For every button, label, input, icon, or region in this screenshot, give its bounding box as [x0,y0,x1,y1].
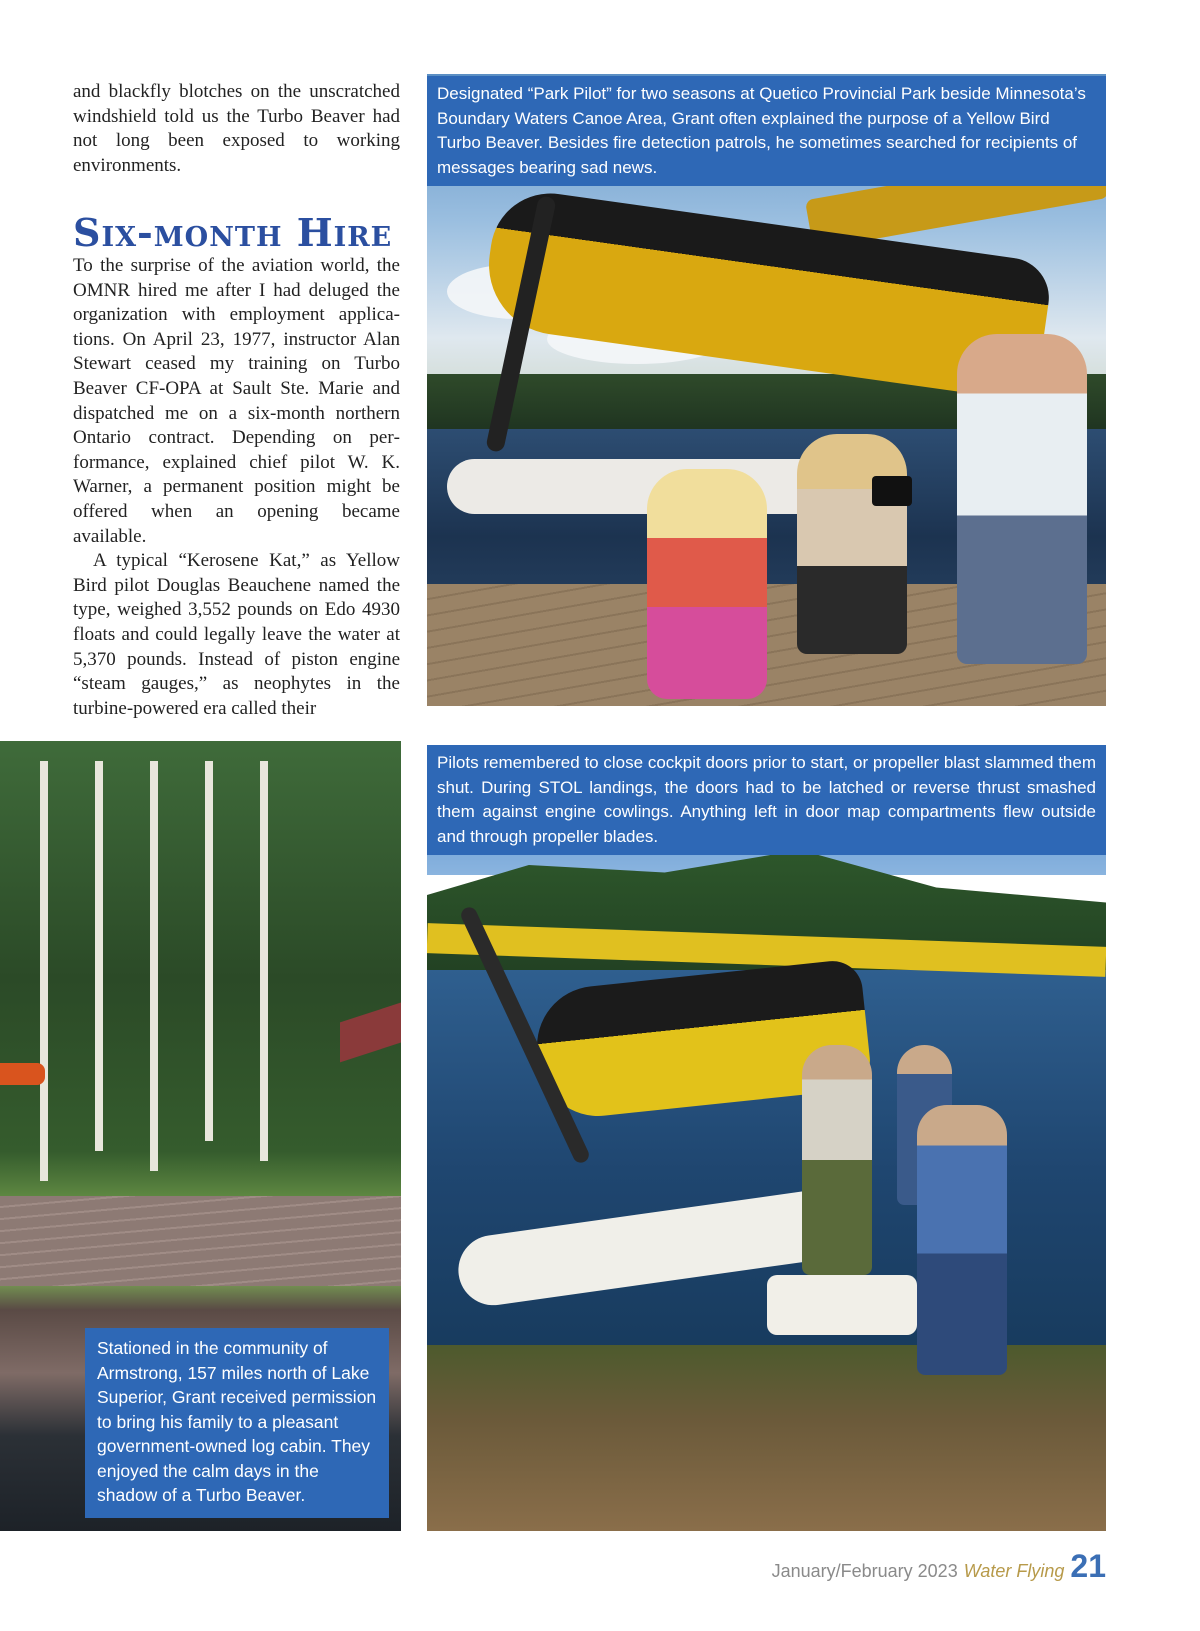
photo-birch-trunk [40,761,48,1181]
page-number: 21 [1070,1548,1106,1584]
photo-aircraft-float [767,1275,917,1335]
section-heading: Six-month Hire [73,210,393,255]
photo-birch-trunk [260,761,268,1161]
photo-birch-trunk [150,761,158,1171]
footer-magazine: Water Flying [963,1561,1065,1581]
photo-pilot-figure [957,334,1087,664]
photo-turbo-beaver-shore [427,745,1106,1531]
caption-park-pilot: Designated “Park Pilot” for two seasons at Quetico Provincial Park beside Minnesota’s Boundary Waters Canoe Area, Grant often explained the purpose of a Yellow Bird Turbo Beaver. Besides fire detection patrols, he sometimes searched for recipients of messages bearing sad news. [427,76,1106,186]
photo-girl-figure [647,469,767,699]
photo-man-figure [802,1045,872,1275]
photo-birch-trunk [205,761,213,1141]
body-paragraph-2: A typical “Kerosene Kat,” as Yellow Bird pilot Douglas Beauchene named the type, weighed 3,552 pounds on Edo 4930 floats and could legally leave the water at 5,370 pounds. Instead of piston engine “steam gauges,” as neophytes in the turbine-powered era called their [73,550,400,719]
photo-boy-figure [797,434,907,654]
body-column [73,254,400,721]
photo-camera [872,476,912,506]
intro-paragraph: and blackfly blotches on the unscratched windshield told us the Turbo Beaver had not long been exposed to working environments. [73,81,400,176]
footer-issue: January/February 2023 [771,1561,958,1581]
photo-dock [0,1196,401,1286]
photo-man-figure [917,1105,1007,1375]
photo-birch-trunk [95,761,103,1151]
body-paragraph-1: To the surprise of the aviation world, the OMNR hired me after I had deluged the organization with employment applications. On April 23, 1977, instructor Alan Stewart ceased my training on Turbo Beaver CF-OPA at Sault Ste. Marie and dispatched me on a six-month northern Ontario contract. Depending on performance, explained chief pilot W. K. Warner, a permanent position might be offered when an opening became available. [73,255,400,547]
caption-armstrong-cabin: Stationed in the community of Armstrong, 157 miles north of Lake Superior, Grant received permission to bring his family to a pleasant government-owned log cabin. They enjoyed the calm days in the shadow of a Turbo Beaver. [85,1328,389,1518]
photo-float-edge [0,1063,45,1085]
caption-cockpit-doors: Pilots remembered to close cockpit doors prior to start, or propeller blast slammed them shut. During STOL landings, the doors had to be latched or reverse thrust smashed them against engine cowlings. Anything left in door map compartments flew outside and through propeller blades. [427,745,1106,855]
page-footer [772,1548,1106,1585]
